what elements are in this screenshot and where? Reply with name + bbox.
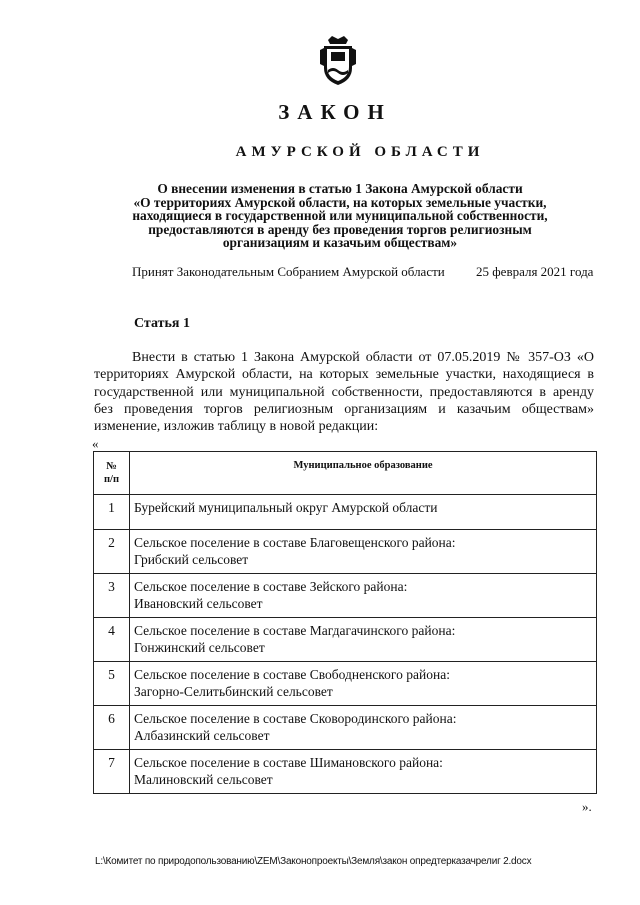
row-line2: Грибский сельсовет xyxy=(134,552,249,567)
row-name xyxy=(130,574,597,618)
row-line2: Албазинский сельсовет xyxy=(134,728,270,743)
row-num: 3 xyxy=(94,574,130,618)
file-path-footer: L:\Комитет по природопользованию\ZEM\Законопроекты\Земля\закон опредтерказачрелиг 2.docx xyxy=(95,856,532,867)
row-line2: Гонжинский сельсовет xyxy=(134,640,265,655)
row-line1: Сельское поселение в составе Зейского района: xyxy=(134,579,408,594)
municipalities-table xyxy=(93,451,597,794)
subject-line: находящиеся в государственной или муниципальной собственности, xyxy=(132,208,548,224)
row-num: 2 xyxy=(94,530,130,574)
subject-line: организациям и казачьим обществам» xyxy=(222,235,458,251)
row-line2: Ивановский сельсовет xyxy=(134,596,263,611)
table-row xyxy=(94,530,597,574)
row-name xyxy=(130,495,597,530)
row-line1: Бурейский муниципальный округ Амурской области xyxy=(134,500,438,515)
table-row xyxy=(94,618,597,662)
row-line1: Сельское поселение в составе Сковородинского района: xyxy=(134,711,457,726)
row-name xyxy=(130,530,597,574)
header-num-pp: п/п xyxy=(103,474,120,485)
coat-of-arms-icon xyxy=(318,36,358,86)
row-line2: Малиновский сельсовет xyxy=(134,772,273,787)
adopted-date: 25 февраля 2021 года xyxy=(476,264,594,279)
article-text: Внести в статью 1 Закона Амурской области от 07.05.2019 № 357-ОЗ «О территориях Амурской области, на которых земельные участки, находящиеся в государственной или муниципальной собственности, предоставляются в аренду без проведения торгов религиозным организациям и казачьим обществам» изменение, изложив таблицу в новой редакции: xyxy=(94,350,594,435)
row-num: 5 xyxy=(94,662,130,706)
row-name xyxy=(130,706,597,750)
quote-open: « xyxy=(92,436,99,451)
row-name xyxy=(130,750,597,794)
row-line2: Загорно-Селитьбинский сельсовет xyxy=(134,684,333,699)
row-line1: Сельское поселение в составе Благовещенского района: xyxy=(134,535,456,550)
table-row xyxy=(94,750,597,794)
header-num-sign: № xyxy=(106,461,117,472)
law-title: ЗАКОН xyxy=(278,100,392,124)
row-line1: Сельское поселение в составе Магдагачинского района: xyxy=(134,623,456,638)
row-num: 4 xyxy=(94,618,130,662)
row-name xyxy=(130,618,597,662)
row-name xyxy=(130,662,597,706)
adopted-by: Принят Законодательным Собранием Амурской области xyxy=(132,264,445,279)
subject-line: предоставляются в аренду без проведения торгов религиозным xyxy=(148,221,532,237)
table-row xyxy=(94,706,597,750)
table-row xyxy=(94,495,597,530)
row-num: 6 xyxy=(94,706,130,750)
row-line1: Сельское поселение в составе Шимановского района: xyxy=(134,755,443,770)
article-heading: Статья 1 xyxy=(134,316,190,331)
region-title: АМУРСКОЙ ОБЛАСТИ xyxy=(235,144,485,160)
header-name: Муниципальное образование xyxy=(130,452,597,495)
row-num: 7 xyxy=(94,750,130,794)
table-row xyxy=(94,662,597,706)
header-num xyxy=(94,452,130,495)
table-row xyxy=(94,574,597,618)
quote-close: ». xyxy=(582,799,592,814)
table-header-row xyxy=(94,452,597,495)
subject-line: «О территориях Амурской области, на которых земельные участки, xyxy=(133,194,547,210)
row-line1: Сельское поселение в составе Свободненского района: xyxy=(134,667,450,682)
row-num: 1 xyxy=(94,495,130,530)
subject-line: О внесении изменения в статью 1 Закона Амурской области xyxy=(157,181,523,196)
law-subject xyxy=(80,182,600,250)
